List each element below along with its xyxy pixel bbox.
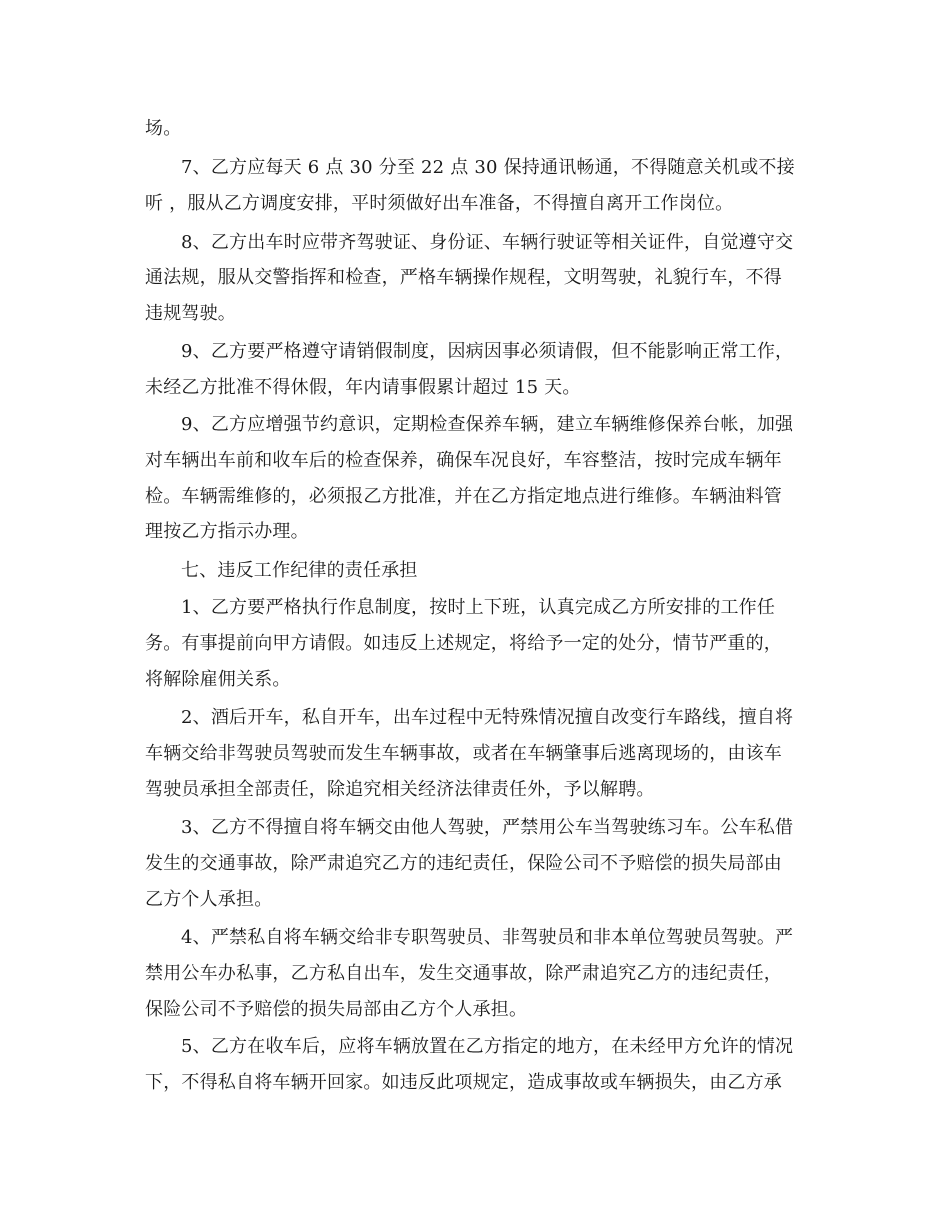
text-line: 对车辆出车前和收车后的检查保养，确保车况良好，车容整洁，按时完成车辆年 [145,450,782,471]
text-line: 违规驾驶。 [145,303,236,324]
text-line: 7、乙方应每天 6 点 30 分至 22 点 30 保持通讯畅通，不得随意关机或不接 [181,157,795,178]
text-line: 3、乙方不得擅自将车辆交由他人驾驶，严禁用公车当驾驶练习车。公车私借 [181,817,794,838]
text-line: 发生的交通事故，除严肃追究乙方的违纪责任，保险公司不予赔偿的损失局部由 [145,853,782,874]
text-line: 1、乙方要严格执行作息制度，按时上下班，认真完成乙方所安排的工作任 [181,597,776,618]
text-line: 禁用公车办私事，乙方私自出车，发生交通事故，除严肃追究乙方的违纪责任， [145,963,782,984]
text-line: 2、酒后开车，私自开车，出车过程中无特殊情况擅自改变行车路线，擅自将 [181,707,794,728]
text-line: 4、严禁私自将车辆交给非专职驾驶员、非驾驶员和非本单位驾驶员驾驶。严 [181,927,794,948]
text-line: 5、乙方在收车后，应将车辆放置在乙方指定的地方，在未经甲方允许的情况 [181,1036,794,1057]
text-line: 将解除雇佣关系。 [145,669,291,690]
text-line: 场。 [145,118,182,139]
text-line: 驾驶员承担全部责任，除追究相关经济法律责任外，予以解聘。 [145,779,655,800]
text-line: 车辆交给非驾驶员驾驶而发生车辆事故，或者在车辆肇事后逃离现场的，由该车 [145,743,782,764]
text-line: 9、乙方要严格遵守请销假制度，因病因事必须请假，但不能影响正常工作， [181,341,794,362]
text-line: 理按乙方指示办理。 [145,521,309,542]
text-line: 保险公司不予赔偿的损失局部由乙方个人承担。 [145,999,528,1020]
text-line: 9、乙方应增强节约意识，定期检查保养车辆，建立车辆维修保养台帐，加强 [181,414,794,435]
text-line: 8、乙方出车时应带齐驾驶证、身份证、车辆行驶证等相关证件，自觉遵守交 [181,232,794,253]
text-line: 听 ，服从乙方调度安排，平时须做好出车准备，不得擅自离开工作岗位。 [145,193,734,214]
text-line: 检。车辆需维修的，必须报乙方批准，并在乙方指定地点进行维修。车辆油料管 [145,486,782,507]
text-line: 未经乙方批准不得休假，年内请事假累计超过 15 天。 [145,377,581,398]
text-line: 通法规，服从交警指挥和检查，严格车辆操作规程，文明驾驶，礼貌行车，不得 [145,267,782,288]
section-heading: 七、违反工作纪律的责任承担 [181,560,418,581]
text-line: 乙方个人承担。 [145,889,273,910]
text-line: 务。有事提前向甲方请假。如违反上述规定，将给予一定的处分，情节严重的， [145,633,782,654]
text-line: 下，不得私自将车辆开回家。如违反此项规定，造成事故或车辆损失，由乙方承 [145,1072,782,1093]
